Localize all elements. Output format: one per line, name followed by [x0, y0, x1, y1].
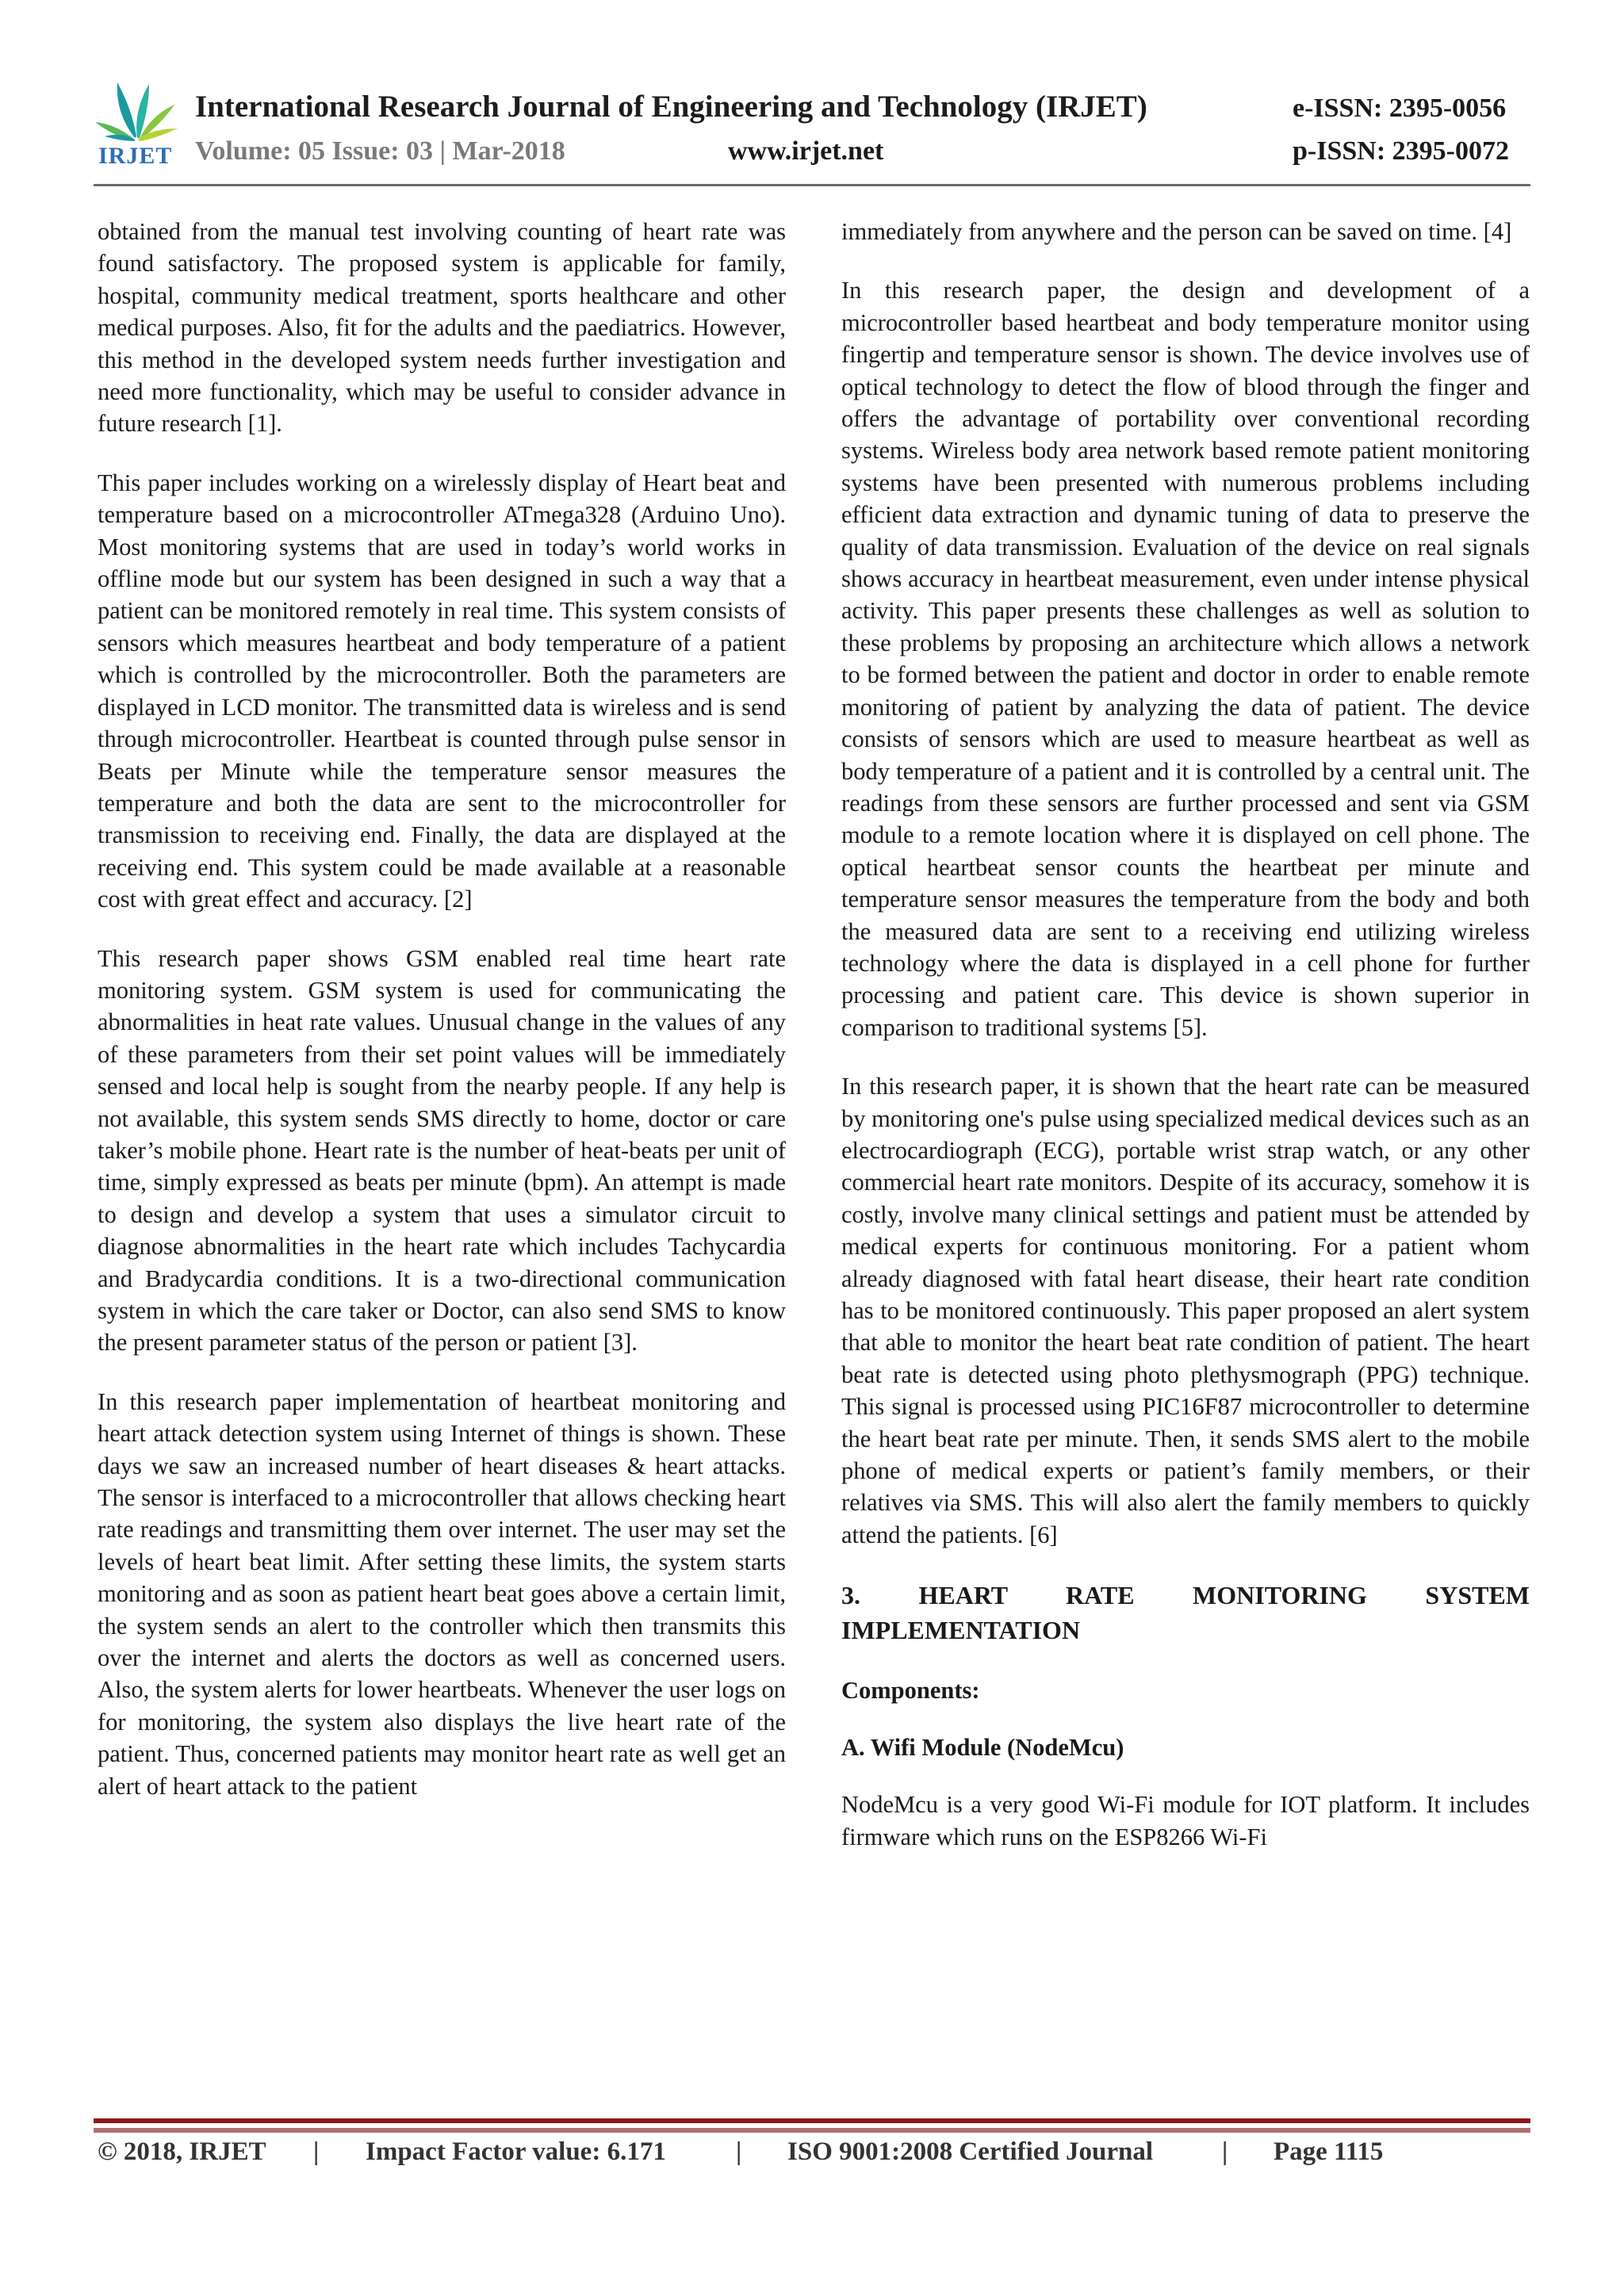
- p-issn: p-ISSN: 2395-0072: [1293, 136, 1509, 166]
- subsection-heading: A. Wifi Module (NodeMcu): [841, 1734, 1124, 1762]
- footer-separator: |: [1222, 2137, 1228, 2166]
- e-issn: e-ISSN: 2395-0056: [1293, 94, 1507, 123]
- paragraph: In this research paper implementation of heartbeat monitoring and heart attack detection system using Internet of things is shown. These days we saw an increased number of heart diseases & heart attacks. The sensor is interfaced to a microcontroller that allows checking heart rate readings and transmitting them over internet. The user may set the levels of heart beat limit. After setting these limits, the system starts monitoring and as soon as patient heart beat goes above a certain limit, the system sends an alert to the controller which then transmits this over the internet and alerts the doctors as well as concerned users. Also, the system alerts for lower heartbeats. Whenever the user logs on for monitoring, the system also displays the live heart rate of the patient. Thus, concerned patients may monitor heart rate as well get an alert of heart attack to the patient: [98, 1387, 786, 1800]
- paragraph: This paper includes working on a wirelessly display of Heart beat and temperature based on a microcontroller ATmega328 (Arduino Uno). Most monitoring systems that are used in today’s world works in offline mode but our system has been designed in such a way that a patient can be monitored remotely in real time. This system consists of sensors which measures heartbeat and body temperature of a patient which is controlled by the microcontroller. Both the parameters are displayed in LCD monitor. The transmitted data is wireless and is send through microcontroller. Heartbeat is counted through pulse sensor in Beats per Minute while the temperature sensor measures the temperature and both the data are sent to the microcontroller for transmission to receiving end. Finally, the data are displayed at the receiving end. This system could be made available at a reasonable cost with great effect and accuracy. [2]: [98, 469, 786, 913]
- paragraph: In this research paper, the design and development of a microcontroller based heartbeat and body temperature monitor using fingertip and temperature sensor is shown. The device involves use of optical technology to detect the flow of blood through the finger and offers the advantage of portability over conventional recording systems. Wireless body area network based remote patient monitoring systems have been presented with numerous problems including efficient data extraction and dynamic tuning of data to preserve the quality of data transmission. Evaluation of the device on real signals shows accuracy in heartbeat measurement, even under intense physical activity. This paper presents these challenges as well as solution to these problems by proposing an architecture which allows a network to be formed between the patient and doctor in order to enable remote monitoring of patient by analyzing the data of patient. The device consists of sensors which are used to measure heartbeat as well as body temperature of a patient and it is controlled by a central unit. The readings from these sensors are further processed and sent via GSM module to a remote location where it is displayed on cell phone. The optical heartbeat sensor counts the heartbeat per minute and temperature sensor measures the temperature from the body and both the measured data are sent to a receiving end utilizing wireless technology where the data is displayed in a cell phone for further processing and patient care. This device is shown superior in comparison to traditional systems [5].: [841, 277, 1530, 1041]
- footer-divider-secondary: [94, 2128, 1530, 2133]
- footer-iso: ISO 9001:2008 Certified Journal: [787, 2137, 1154, 2166]
- header-divider: [94, 184, 1530, 186]
- right-column: [841, 216, 1530, 1853]
- footer-separator: |: [313, 2137, 320, 2166]
- left-column: [98, 216, 786, 1802]
- footer-page-number: Page 1115: [1274, 2137, 1384, 2166]
- paragraph: NodeMcu is a very good Wi-Fi module for IOT platform. It includes firmware which runs on the ESP8266 Wi-Fi: [841, 1791, 1530, 1850]
- paragraph: In this research paper, it is shown that the heart rate can be measured by monitoring one's pulse using specialized medical devices such as an electrocardiograph (ECG), portable wrist strap watch, or any other commercial heart rate monitors. Despite of its accuracy, somehow it is costly, involve many clinical settings and patient must be attended by medical experts for continuous monitoring. For a patient whom already diagnosed with fatal heart disease, their heart rate condition has to be monitored continuously. This paper proposed an alert system that able to monitor the heart beat rate condition of patient. The heart beat rate is detected using photo plethysmograph (PPG) technique. This signal is processed using PIC16F87 microcontroller to determine the heart beat rate per minute. Then, it sends SMS alert to the mobile phone of medical experts or patient’s family members, or their relatives via SMS. This will also alert the family members to quickly attend the patients. [6]: [841, 1073, 1530, 1548]
- volume-issue: Volume: 05 Issue: 03 | Mar-2018: [195, 136, 565, 166]
- footer-divider: [94, 2118, 1530, 2123]
- journal-website-link[interactable]: www.irjet.net: [728, 136, 884, 166]
- paragraph: obtained from the manual test involving counting of heart rate was found satisfactory. The proposed system is applicable for family, hospital, community medical treatment, sports healthcare and other medical purposes. Also, fit for the adults and the paediatrics. However, this method in the developed system needs further investigation and need more functionality, which may be useful to consider advance in future research [1].: [98, 218, 786, 438]
- logo-text: IRJET: [98, 143, 173, 169]
- irjet-logo: [94, 76, 181, 173]
- components-heading: Components:: [841, 1677, 980, 1705]
- section-heading: 3. HEART RATE MONITORING SYSTEM IMPLEMENTATION: [841, 1581, 1530, 1645]
- footer-copyright: © 2018, IRJET: [98, 2137, 266, 2166]
- footer-separator: |: [736, 2137, 742, 2166]
- footer-impact-factor: Impact Factor value: 6.171: [366, 2137, 666, 2166]
- paragraph: immediately from anywhere and the person can be saved on time. [4]: [841, 218, 1512, 245]
- footer: [98, 2137, 1446, 2172]
- journal-title: International Research Journal of Engineering and Technology (IRJET): [195, 90, 1147, 124]
- paragraph: This research paper shows GSM enabled real time heart rate monitoring system. GSM system is used for communicating the abnormalities in heat rate values. Unusual change in the values of any of these parameters from their set point values will be immediately sensed and local help is sought from the nearby people. If any help is not available, this system sends SMS directly to home, doctor or care taker’s mobile phone. Heart rate is the number of heat-beats per unit of time, simply expressed as beats per minute (bpm). An attempt is made to design and develop a system that uses a simulator circuit to diagnose abnormalities in the heart rate which includes Tachycardia and Bradycardia conditions. It is a two-directional communication system in which the care taker or Doctor, can also send SMS to know the present parameter status of the person or patient [3].: [98, 944, 786, 1357]
